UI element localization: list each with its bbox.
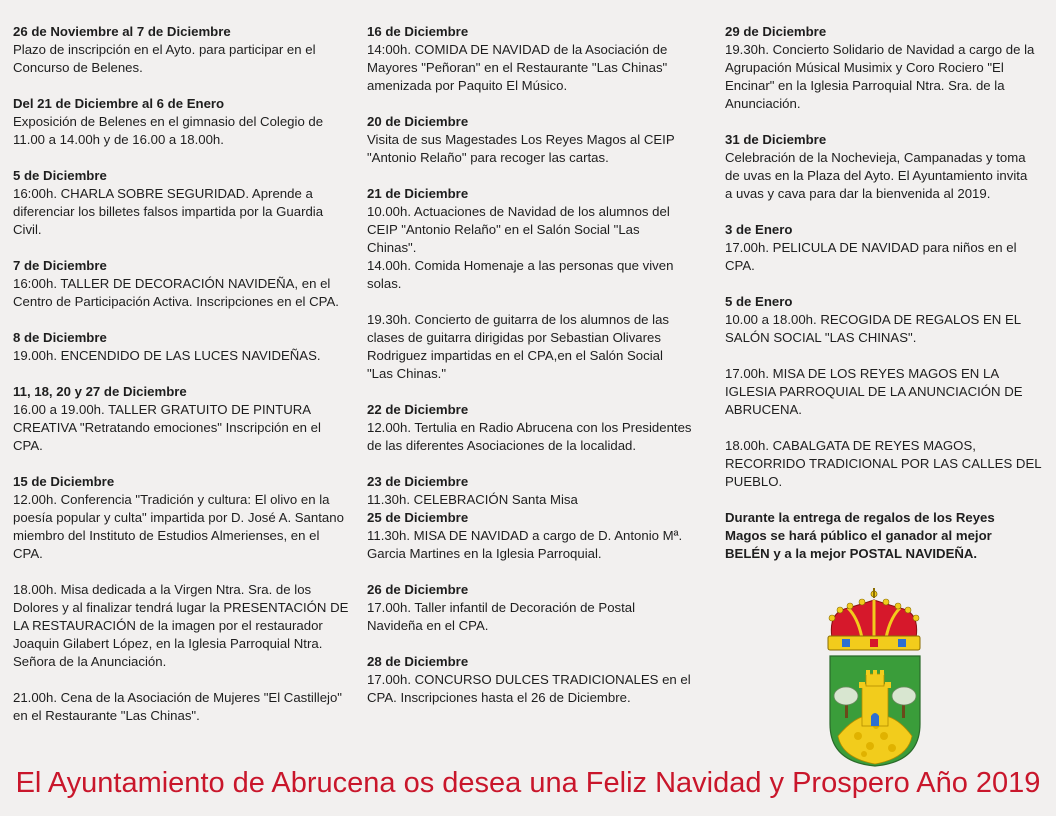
entry-text-line: 17.00h. MISA DE LOS REYES MAGOS EN LA (725, 366, 1000, 381)
entry-date: 11, 18, 20 y 27 de Diciembre (13, 384, 187, 399)
entry-text-line: 14.00h. Comida Homenaje a las personas que viven (367, 258, 674, 273)
entry-date: Del 21 de Diciembre al 6 de Enero (13, 96, 225, 111)
entry-text-line: LA RESTAURACIÓN de la imagen por el restaurador (13, 618, 323, 633)
program-entry (367, 581, 697, 635)
program-column-2 (367, 23, 697, 707)
entry-text-line: Visita de sus Magestades Los Reyes Magos al CEIP (367, 132, 675, 147)
entry-text-line: 17.00h. CONCURSO DULCES TRADICIONALES en el (367, 672, 691, 687)
entry-text-line: 17.00h. Taller infantil de Decoración de Postal (367, 600, 636, 615)
entry-text-line: Encinar" en la Iglesia Parroquial Ntra. Sra. de la (725, 78, 1005, 93)
crown-icon (828, 588, 920, 650)
entry-text-line: 16.00 a 19.00h. TALLER GRATUITO DE PINTURA (13, 402, 312, 417)
entry-text-line: Magos se hará público el ganador al mejor (725, 528, 992, 543)
entry-text-line: 12.00h. Conferencia "Tradición y cultura: El olivo en la (13, 492, 330, 507)
entry-date: 26 de Diciembre (367, 582, 469, 597)
entry-text-line: Agrupación Músical Musimix y Coro Rociero "El (725, 60, 1004, 75)
entry-text-line: solas. (367, 276, 402, 291)
program-entry (13, 581, 358, 671)
shield-icon (830, 656, 920, 766)
entry-text-line: 16:00h. CHARLA SOBRE SEGURIDAD. Aprende a (13, 186, 313, 201)
program-entry (367, 653, 697, 707)
program-entry (13, 257, 358, 311)
entry-text-line: ABRUCENA. (725, 402, 802, 417)
program-entry (367, 473, 697, 509)
entry-date: 21 de Diciembre (367, 186, 469, 201)
program-entry (13, 689, 358, 725)
entry-text-line: amenizada por Paquito El Músico. (367, 78, 568, 93)
entry-date: 20 de Diciembre (367, 114, 469, 129)
entry-text-line: CREATIVA "Retratando emociones" Inscripción en el (13, 420, 321, 435)
entry-text-line: "Las Chinas." (367, 366, 447, 381)
entry-text-line: CEIP "Antonio Relaño" en el Salón Social "Las (367, 222, 640, 237)
entry-text-line: Dolores y al finalizar tendrá lugar la PRESENTACIÓN DE (13, 600, 349, 615)
entry-date: 26 de Noviembre al 7 de Diciembre (13, 24, 231, 39)
entry-date: 28 de Diciembre (367, 654, 469, 669)
entry-text-line: Celebración de la Nochevieja, Campanadas y toma (725, 150, 1026, 165)
program-entry (725, 131, 1043, 203)
entry-text-line: 19.30h. Concierto de guitarra de los alumnos de las (367, 312, 670, 327)
entry-text-line: Centro de Participación Activa. Inscripciones en el CPA. (13, 294, 339, 309)
program-entry (13, 383, 358, 455)
entry-text-line: 12.00h. Tertulia en Radio Abrucena con los Presidentes (367, 420, 692, 435)
program-entry (367, 401, 697, 455)
program-entry (13, 473, 358, 563)
entry-text-line: de uvas en la Plaza del Ayto. El Ayuntamiento invita (725, 168, 1028, 183)
entry-text-line: 14:00h. COMIDA DE NAVIDAD de la Asociación de (367, 42, 668, 57)
entry-text-line: 10.00 a 18.00h. RECOGIDA DE REGALOS EN EL (725, 312, 1022, 327)
program-entry (13, 95, 358, 149)
entry-text-line: Civil. (13, 222, 42, 237)
entry-text-line: Concurso de Belenes. (13, 60, 143, 75)
program-entry (367, 185, 697, 293)
entry-text-line: Durante la entrega de regalos de los Reyes (725, 510, 995, 525)
program-column-1 (13, 23, 358, 725)
entry-text-line: 16:00h. TALLER DE DECORACIÓN NAVIDEÑA, en el (13, 276, 331, 291)
coat-of-arms-icon (818, 586, 930, 770)
entry-text-line: diferenciar los billetes falsos impartida por la Guardia (13, 204, 324, 219)
entry-text-line: 19.00h. ENCENDIDO DE LAS LUCES NAVIDEÑAS. (13, 348, 321, 363)
entry-date: 5 de Enero (725, 294, 793, 309)
program-entry (725, 509, 1043, 563)
entry-text-line: CPA. (13, 438, 43, 453)
entry-text-line: 18.00h. Misa dedicada a la Virgen Ntra. Sra. de los (13, 582, 312, 597)
entry-text-line: 19.30h. Concierto Solidario de Navidad a cargo de la (725, 42, 1035, 57)
entry-date: 7 de Diciembre (13, 258, 107, 273)
entry-text-line: Rodriguez impartidas en el CPA,en el Salón Social (367, 348, 663, 363)
program-column-3 (725, 23, 1043, 563)
entry-text-line: 11.30h. CELEBRACIÓN Santa Misa (367, 492, 578, 507)
entry-text-line: de las diferentes Asociaciones de la localidad. (367, 438, 637, 453)
entry-text-line: 17.00h. PELICULA DE NAVIDAD para niños en el (725, 240, 1017, 255)
entry-text-line: IGLESIA PARROQUIAL DE LA ANUNCIACIÓN DE (725, 384, 1023, 399)
entry-date: 22 de Diciembre (367, 402, 469, 417)
entry-text-line: CPA. Inscripciones hasta el 26 de Diciembre. (367, 690, 631, 705)
entry-text-line: 10.00h. Actuaciones de Navidad de los alumnos del (367, 204, 670, 219)
program-entry (367, 311, 697, 383)
program-entry (367, 113, 697, 167)
entry-date: 5 de Diciembre (13, 168, 107, 183)
entry-text-line: 11.30h. MISA DE NAVIDAD a cargo de D. Antonio Mª. (367, 528, 683, 543)
entry-text-line: Mayores "Peñoran" en el Restaurante "Las Chinas" (367, 60, 668, 75)
entry-text-line: "Antonio Relaño" para recoger las cartas. (367, 150, 609, 165)
entry-date: 8 de Diciembre (13, 330, 107, 345)
entry-text-line: 18.00h. CABALGATA DE REYES MAGOS, (725, 438, 976, 453)
entry-text-line: PUEBLO. (725, 474, 783, 489)
entry-text-line: clases de guitarra dirigidas por Sebastian Olivares (367, 330, 661, 345)
program-entry (367, 23, 697, 95)
program-entry (725, 293, 1043, 347)
entry-text-line: BELÉN y a la mejor POSTAL NAVIDEÑA. (725, 546, 978, 561)
entry-date: 15 de Diciembre (13, 474, 115, 489)
entry-text-line: Joaquin Gilabert López, en la Iglesia Parroquial Ntra. (13, 636, 323, 651)
entry-text-line: 11.00 a 14.00h y de 16.00 a 18.00h. (13, 132, 224, 147)
entry-text-line: en el Restaurante "Las Chinas". (13, 708, 200, 723)
program-entry (725, 437, 1043, 491)
entry-date: 31 de Diciembre (725, 132, 827, 147)
entry-text-line: RECORRIDO TRADICIONAL POR LAS CALLES DEL (725, 456, 1042, 471)
entry-text-line: CPA. (13, 546, 43, 561)
entry-text-line: SALÓN SOCIAL "LAS CHINAS". (725, 330, 917, 345)
entry-text-line: Exposición de Belenes en el gimnasio del Colegio de (13, 114, 324, 129)
program-entry (13, 329, 358, 365)
program-entry (13, 23, 358, 77)
program-entry (367, 509, 697, 563)
entry-text-line: miembro del Instituto de Estudios Almerienses, en el (13, 528, 320, 543)
entry-text-line: poesía popular y culta" impartida por D. José A. Santano (13, 510, 344, 525)
program-entry (725, 221, 1043, 275)
entry-text-line: Señora de la Anunciación. (13, 654, 167, 669)
entry-text-line: 21.00h. Cena de la Asociación de Mujeres "El Castillejo" (13, 690, 342, 705)
entry-text-line: Anunciación. (725, 96, 801, 111)
entry-text-line: Navideña en el CPA. (367, 618, 489, 633)
entry-text-line: Garcia Martines en la Iglesia Parroquial. (367, 546, 602, 561)
entry-text-line: Chinas". (367, 240, 417, 255)
program-entry (13, 167, 358, 239)
entry-date: 25 de Diciembre (367, 510, 469, 525)
entry-date: 23 de Diciembre (367, 474, 469, 489)
program-entry (725, 365, 1043, 419)
entry-text-line: Plazo de inscripción en el Ayto. para participar en el (13, 42, 316, 57)
entry-text-line: CPA. (725, 258, 755, 273)
program-entry (725, 23, 1043, 113)
footer-greeting: El Ayuntamiento de Abrucena os desea una Feliz Navidad y Prospero Año 2019 (15, 767, 1041, 799)
entry-text-line: a uvas y cava para dar la bienvenida al 2019. (725, 186, 991, 201)
entry-date: 29 de Diciembre (725, 24, 827, 39)
entry-date: 16 de Diciembre (367, 24, 469, 39)
entry-date: 3 de Enero (725, 222, 793, 237)
